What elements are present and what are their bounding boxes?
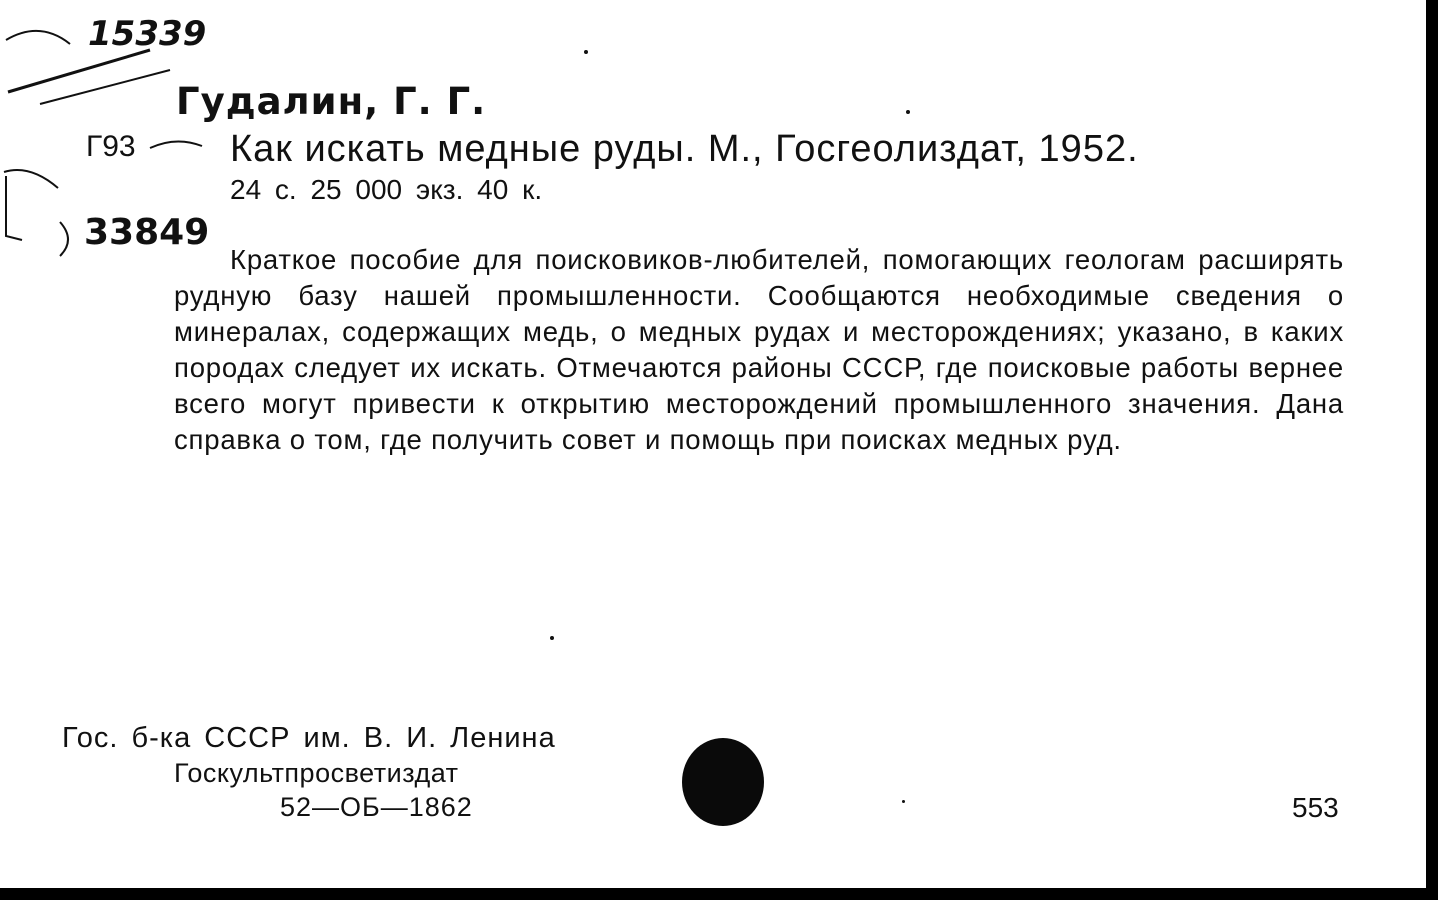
library-name: Гос. б-ка СССР им. В. И. Ленина: [62, 722, 556, 754]
speck: [902, 800, 905, 803]
author-heading: Гудалин, Г. Г.: [176, 80, 487, 123]
collation-line: 24 с. 25 000 экз. 40 к.: [230, 174, 543, 205]
annotation-text: Краткое пособие для поисковиков-любителей, помогающих геологам расширять рудную базу нашей промышленности. Сообщаются необходимые сведения о минералах, содержащих медь, о медных рудах и месторождениях; указано, в каких породах следует их искать. Отмечаются районы СССР, где поисковые работы вернее всего могут привести к открытию месторождений промышленного значения. Дана справка о том, где получить совет и помощь при поисках медных руд.: [174, 243, 1344, 455]
scan-border-bottom: [0, 888, 1438, 900]
book-title: Как искать медные руды. М., Госгеолиздат, 1952.: [230, 128, 1139, 170]
publisher-name: Госкультпросветиздат: [174, 758, 459, 788]
handwritten-card-number: 15339: [88, 14, 207, 54]
speck: [584, 50, 588, 54]
punch-hole: [682, 738, 764, 826]
scan-border-right: [1426, 0, 1438, 900]
speck: [550, 636, 554, 640]
card-page-number: 553: [1292, 792, 1339, 823]
card-order-number: 52—ОБ—1862: [280, 792, 473, 822]
speck: [906, 110, 910, 114]
handwritten-inventory-number: 33849: [84, 212, 210, 253]
shelf-mark: Г93: [86, 130, 136, 163]
